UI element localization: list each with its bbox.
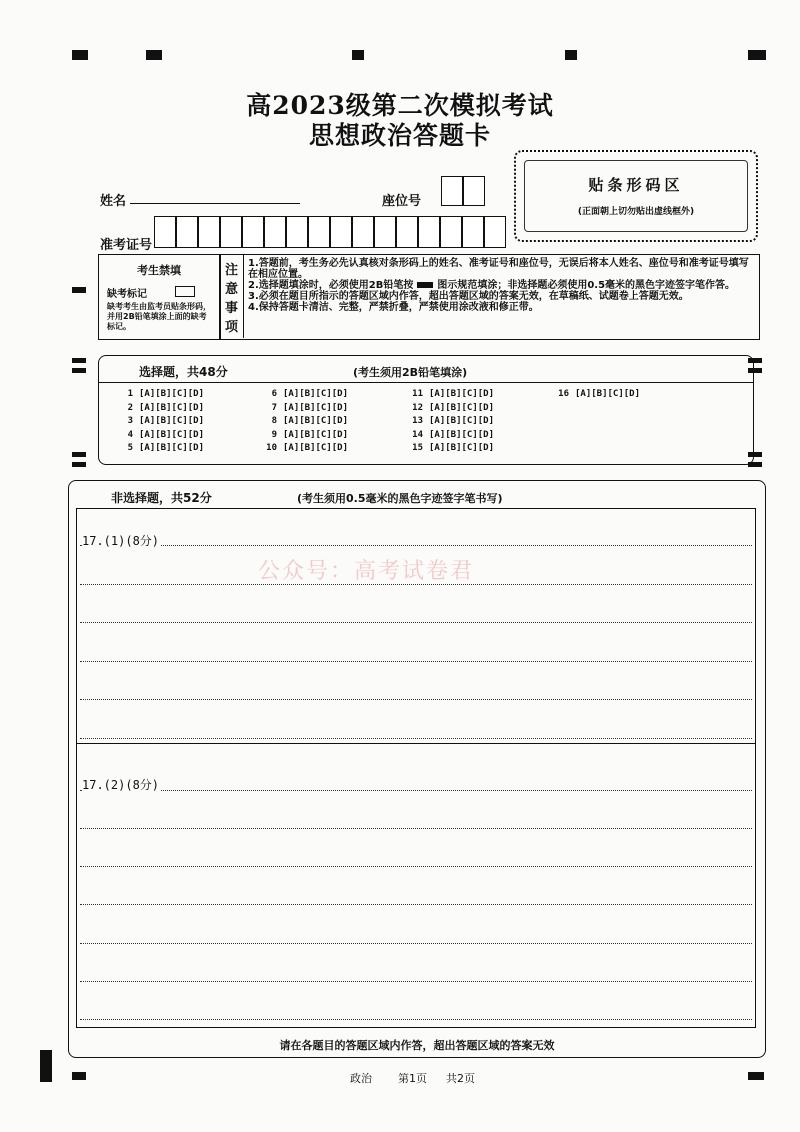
answer-line: [80, 699, 752, 700]
nonmc-footer-note: 请在各题目的答题区域内作答，超出答题区域的答案无效: [279, 1039, 555, 1052]
absent-title: 考生禁填: [137, 264, 181, 277]
seat-cell[interactable]: [463, 176, 485, 206]
mc-title: 选择题，共48分: [139, 365, 228, 379]
notice-item-4: 4.保持答题卡清洁、完整，严禁折叠，严禁使用涂改液和修正带。: [248, 302, 539, 313]
timing-mark: [72, 462, 86, 467]
answer-line: [80, 622, 752, 623]
exam-id-cell[interactable]: [352, 216, 374, 248]
footer-page: 第1页: [398, 1072, 427, 1085]
mc-question-number: 15: [412, 443, 423, 453]
watermark: 公众号：高考试卷君: [258, 559, 475, 584]
answer-line: [80, 943, 752, 944]
answer-line: [80, 828, 752, 829]
mc-question-row[interactable]: [115, 430, 204, 440]
mc-question-number: 9: [271, 429, 277, 440]
mc-question-number: 2: [127, 402, 133, 413]
mc-options[interactable]: [A][B][C][D]: [139, 429, 205, 440]
mc-question-number: 14: [412, 429, 423, 440]
timing-mark: [748, 1072, 764, 1080]
question-label-17-1: 17.(1)(8分): [82, 534, 160, 548]
mc-question-row[interactable]: [115, 403, 204, 413]
mc-question-row[interactable]: [405, 403, 494, 413]
mc-options[interactable]: [A][B][C][D]: [283, 443, 349, 453]
mc-options[interactable]: [A][B][C][D]: [429, 389, 495, 399]
mc-question-number: 5: [127, 443, 133, 453]
timing-mark: [146, 50, 162, 60]
mc-question-row[interactable]: [405, 443, 494, 453]
answer-line: [80, 1019, 752, 1020]
answer-line: [80, 790, 752, 791]
answer-line: [80, 981, 752, 982]
exam-id-cell[interactable]: [176, 216, 198, 248]
mc-options[interactable]: [A][B][C][D]: [283, 389, 349, 399]
notice-item-2: 2.选择题填涂时，必须使用2B铅笔按 图示规范填涂；非选择题必须使用0.5毫米的黑色字迹签字笔作答。: [248, 280, 736, 291]
mc-question-number: 7: [271, 402, 277, 413]
absent-mark-box[interactable]: [175, 286, 195, 297]
answer-line: [80, 545, 752, 546]
timing-mark: [352, 50, 364, 60]
mc-question-number: 13: [412, 416, 423, 426]
mc-question-row[interactable]: [259, 430, 348, 440]
exam-id-cell[interactable]: [484, 216, 506, 248]
mc-question-row[interactable]: [115, 389, 204, 399]
mc-question-number: 3: [127, 416, 133, 426]
mc-question-number: 8: [271, 416, 277, 426]
mc-options[interactable]: [A][B][C][D]: [429, 429, 495, 440]
mc-question-row[interactable]: [405, 416, 494, 426]
mc-options[interactable]: [A][B][C][D]: [283, 402, 349, 413]
mc-options[interactable]: [A][B][C][D]: [429, 402, 495, 413]
mc-question-row[interactable]: [259, 389, 348, 399]
mc-options[interactable]: [A][B][C][D]: [429, 416, 495, 426]
exam-id-cell[interactable]: [418, 216, 440, 248]
mc-question-row[interactable]: [405, 389, 494, 399]
exam-id-cell[interactable]: [330, 216, 352, 248]
mc-instruction: (考生须用2B铅笔填涂): [353, 366, 468, 379]
mc-question-number: 16: [558, 389, 569, 399]
timing-mark: [40, 1050, 52, 1082]
nonmc-title: 非选择题，共52分: [111, 491, 212, 505]
answer-line: [80, 738, 752, 739]
timing-mark: [72, 368, 86, 373]
timing-mark: [72, 452, 86, 457]
mc-options[interactable]: [A][B][C][D]: [139, 443, 205, 453]
barcode-subtitle: (正面朝上切勿贴出虚线框外): [577, 207, 695, 217]
answer-line: [80, 866, 752, 867]
answer-box-17-2[interactable]: [76, 744, 756, 1028]
mc-section: [98, 355, 754, 465]
page-title: 高2023级第二次模拟考试: [246, 91, 554, 120]
answer-line: [80, 661, 752, 662]
notice-label-char: 事: [225, 301, 239, 316]
mc-question-row[interactable]: [115, 416, 204, 426]
answer-line: [80, 904, 752, 905]
footer-subject: 政治: [350, 1072, 372, 1085]
exam-id-cell[interactable]: [286, 216, 308, 248]
exam-id-cell[interactable]: [154, 216, 176, 248]
mc-question-row[interactable]: [259, 416, 348, 426]
absent-note: 缺考考生由监考员贴条形码，并用2B铅笔填涂上面的缺考标记。: [107, 302, 211, 331]
seat-label: 座位号: [382, 194, 422, 209]
footer-total: 共2页: [446, 1072, 475, 1085]
mc-question-number: 11: [412, 389, 423, 399]
timing-mark: [72, 358, 86, 363]
timing-mark: [748, 50, 766, 60]
mc-question-row[interactable]: [259, 443, 348, 453]
page-subtitle: 思想政治答题卡: [308, 121, 491, 150]
fill-sample-icon: [417, 282, 433, 288]
mc-question-row[interactable]: [551, 389, 640, 399]
timing-mark: [565, 50, 577, 60]
mc-question-number: 6: [271, 389, 277, 399]
exam-id-cell[interactable]: [396, 216, 418, 248]
notice-text: [248, 258, 756, 313]
mc-question-number: 10: [266, 443, 277, 453]
exam-id-cell[interactable]: [308, 216, 330, 248]
absent-box: [98, 254, 220, 340]
mc-options[interactable]: [A][B][C][D]: [575, 389, 641, 399]
mc-options[interactable]: [A][B][C][D]: [139, 416, 205, 426]
nonmc-instruction: (考生须用0.5毫米的黑色字迹签字笔书写): [297, 492, 503, 505]
barcode-title: 贴条形码区: [588, 176, 684, 194]
name-field[interactable]: [130, 203, 300, 204]
exam-id-cell[interactable]: [440, 216, 462, 248]
mc-divider: [99, 382, 753, 383]
mc-question-number: 1: [127, 389, 133, 399]
notice-label-char: 注: [225, 263, 239, 278]
mc-options[interactable]: [A][B][C][D]: [429, 443, 495, 453]
timing-mark: [72, 1072, 86, 1080]
mc-question-number: 4: [127, 429, 133, 440]
mc-options[interactable]: [A][B][C][D]: [139, 402, 205, 413]
notice-item-1: 1.答题前，考生务必先认真核对条形码上的姓名、准考证号和座位号，无误后将本人姓名、座位号和准考证号填写在相应位置。: [248, 258, 749, 280]
notice-box: [220, 254, 760, 340]
notice-label: [221, 255, 244, 338]
mc-options[interactable]: [A][B][C][D]: [283, 416, 349, 426]
barcode-inner-frame: [524, 160, 748, 232]
notice-item-3: 3.必须在题目所指示的答题区域内作答，超出答题区域的答案无效，在草稿纸、试题卷上答题无效。: [248, 291, 689, 302]
mc-question-row[interactable]: [259, 403, 348, 413]
exam-id-cell[interactable]: [374, 216, 396, 248]
notice-label-char: 意: [225, 282, 239, 297]
absent-mark-label: 缺考标记: [107, 289, 147, 300]
mc-question-row[interactable]: [405, 430, 494, 440]
seat-cell[interactable]: [441, 176, 463, 206]
answer-box-17-1[interactable]: [76, 508, 756, 744]
exam-id-cell[interactable]: [198, 216, 220, 248]
exam-id-cell[interactable]: [462, 216, 484, 248]
mc-options[interactable]: [A][B][C][D]: [283, 429, 349, 440]
timing-mark: [72, 50, 88, 60]
exam-id-label: 准考证号: [100, 238, 153, 253]
mc-question-row[interactable]: [115, 443, 204, 453]
exam-id-cell[interactable]: [242, 216, 264, 248]
mc-options[interactable]: [A][B][C][D]: [139, 389, 205, 399]
exam-id-cell[interactable]: [220, 216, 242, 248]
question-label-17-2: 17.(2)(8分): [82, 778, 160, 792]
timing-mark: [72, 287, 86, 293]
notice-label-char: 项: [225, 320, 239, 335]
exam-id-cell[interactable]: [264, 216, 286, 248]
name-label: 姓名: [100, 194, 127, 209]
mc-question-number: 12: [412, 402, 423, 413]
barcode-area: [514, 150, 758, 242]
